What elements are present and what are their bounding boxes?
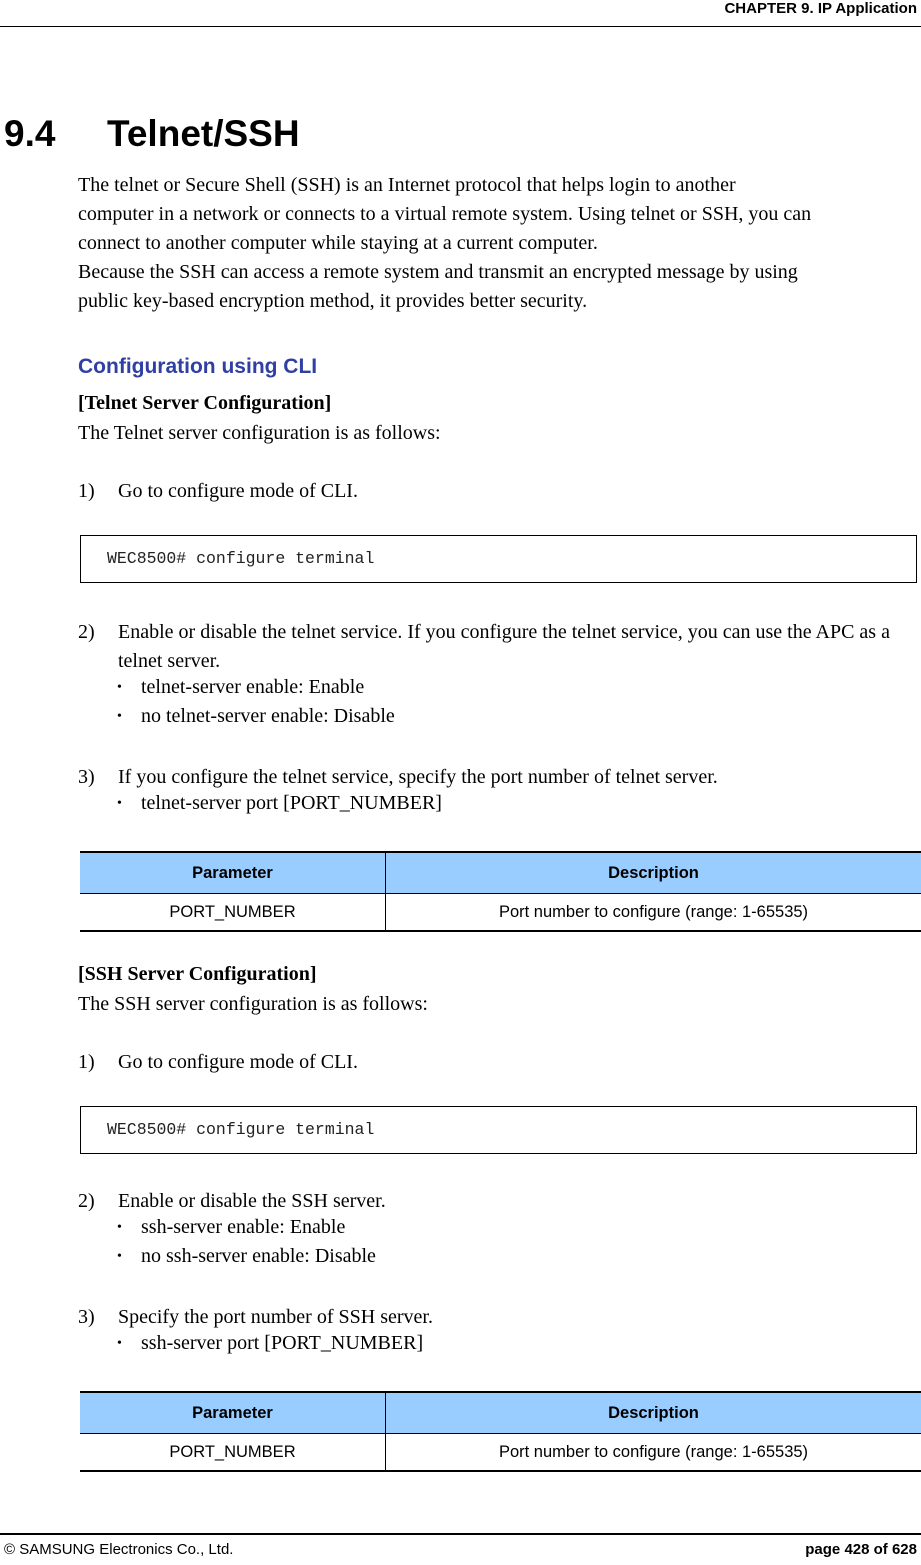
step-number: 2) bbox=[78, 621, 95, 643]
step-text: Enable or disable the telnet service. If you configure the telnet service, you can use the APC as a telnet server. bbox=[118, 621, 890, 672]
section-title-text: Telnet/SSH bbox=[107, 113, 300, 154]
step-number: 1) bbox=[78, 480, 95, 502]
table-cell: Port number to configure (range: 1-65535) bbox=[386, 894, 921, 932]
ssh-bullet-enable: • ssh-server enable: Enable bbox=[117, 1216, 346, 1238]
section-intro bbox=[78, 171, 811, 316]
intro-line: Because the SSH can access a remote system and transmit an encrypted message by using bbox=[78, 261, 798, 283]
intro-line: public key-based encryption method, it provides better security. bbox=[78, 290, 588, 312]
chapter-header: CHAPTER 9. IP Application bbox=[724, 0, 917, 17]
table-header: Description bbox=[386, 852, 921, 894]
ssh-step-1 bbox=[78, 1048, 918, 1077]
telnet-step-3 bbox=[78, 763, 918, 792]
ssh-bullet-port: • ssh-server port [PORT_NUMBER] bbox=[117, 1332, 424, 1354]
footer-page-number: page 428 of 628 bbox=[805, 1541, 917, 1558]
step-number: 3) bbox=[78, 766, 95, 788]
header-divider bbox=[0, 26, 921, 27]
intro-line: computer in a network or connects to a virtual remote system. Using telnet or SSH, you can bbox=[78, 203, 812, 225]
step-text: Enable or disable the SSH server. bbox=[118, 1190, 386, 1212]
table-header: Description bbox=[386, 1392, 921, 1434]
step-text: If you configure the telnet service, specify the port number of telnet server. bbox=[118, 766, 718, 788]
telnet-step-2 bbox=[78, 618, 918, 676]
ssh-code-box: WEC8500# configure terminal bbox=[80, 1106, 917, 1154]
footer-copyright: © SAMSUNG Electronics Co., Ltd. bbox=[4, 1541, 234, 1558]
telnet-bullet-disable: • no telnet-server enable: Disable bbox=[117, 705, 395, 727]
bullet-icon: • bbox=[117, 1249, 122, 1264]
ssh-step-2 bbox=[78, 1187, 918, 1216]
footer-divider bbox=[0, 1533, 921, 1535]
step-text: Go to configure mode of CLI. bbox=[118, 1051, 358, 1073]
bullet-icon: • bbox=[117, 796, 122, 811]
telnet-parameter-table bbox=[80, 851, 921, 932]
ssh-parameter-table bbox=[80, 1391, 921, 1472]
bullet-icon: • bbox=[117, 1220, 122, 1235]
telnet-label: [Telnet Server Configuration] bbox=[78, 392, 332, 414]
table-cell: PORT_NUMBER bbox=[80, 894, 386, 932]
step-number: 1) bbox=[78, 1051, 95, 1073]
step-number: 3) bbox=[78, 1306, 95, 1328]
table-header-row bbox=[80, 1392, 921, 1434]
telnet-intro: The Telnet server configuration is as follows: bbox=[78, 422, 441, 444]
table-row bbox=[80, 1434, 921, 1472]
table-header: Parameter bbox=[80, 1392, 386, 1434]
bullet-icon: • bbox=[117, 1336, 122, 1351]
step-text: Go to configure mode of CLI. bbox=[118, 480, 358, 502]
telnet-bullet-port: • telnet-server port [PORT_NUMBER] bbox=[117, 792, 442, 814]
config-heading: Configuration using CLI bbox=[78, 355, 318, 378]
step-number: 2) bbox=[78, 1190, 95, 1212]
telnet-step-1 bbox=[78, 477, 918, 506]
ssh-step-3 bbox=[78, 1303, 918, 1332]
table-row bbox=[80, 894, 921, 932]
section-number: 9.4 bbox=[4, 113, 56, 154]
ssh-intro: The SSH server configuration is as follows: bbox=[78, 993, 428, 1015]
telnet-code-box: WEC8500# configure terminal bbox=[80, 535, 917, 583]
table-header: Parameter bbox=[80, 852, 386, 894]
bullet-icon: • bbox=[117, 709, 122, 724]
intro-line: The telnet or Secure Shell (SSH) is an Internet protocol that helps login to another bbox=[78, 174, 736, 196]
bullet-icon: • bbox=[117, 680, 122, 695]
telnet-bullet-enable: • telnet-server enable: Enable bbox=[117, 676, 365, 698]
ssh-bullet-disable: • no ssh-server enable: Disable bbox=[117, 1245, 376, 1267]
table-cell: Port number to configure (range: 1-65535) bbox=[386, 1434, 921, 1472]
section-title bbox=[4, 112, 300, 156]
intro-line: connect to another computer while staying at a current computer. bbox=[78, 232, 598, 254]
ssh-label: [SSH Server Configuration] bbox=[78, 963, 317, 985]
table-cell: PORT_NUMBER bbox=[80, 1434, 386, 1472]
table-header-row bbox=[80, 852, 921, 894]
step-text: Specify the port number of SSH server. bbox=[118, 1306, 433, 1328]
